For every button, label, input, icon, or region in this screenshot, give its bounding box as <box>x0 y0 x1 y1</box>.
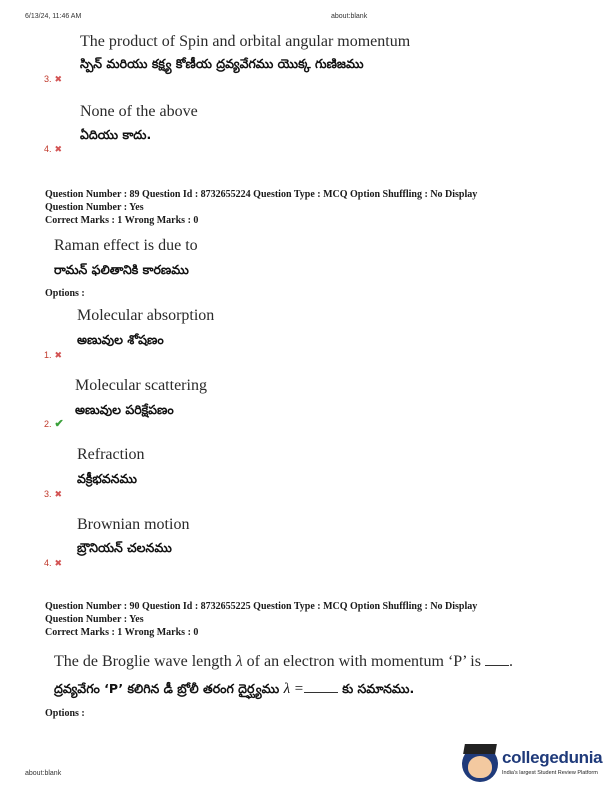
q89-option-2-te: అణువుల పరిక్షేపణం <box>75 402 174 417</box>
logo-wordmark: collegedunia <box>502 748 603 767</box>
q89-option-4-te: బ్రౌనియన్ చలనము <box>77 540 172 555</box>
q89-option-3-marker <box>44 484 62 502</box>
q90-meta-line-3: Correct Marks : 1 Wrong Marks : 0 <box>45 627 199 638</box>
q89-meta-line-2: Question Number : Yes <box>45 202 144 213</box>
q90-question-en-part-2: of an electron with momentum ‘P’ is <box>246 653 481 670</box>
collegedunia-logo <box>462 742 612 786</box>
answer-blank <box>304 680 338 693</box>
wrong-mark-icon: ✖ <box>54 489 63 499</box>
correct-check-icon: ✔ <box>54 418 64 430</box>
q90-question-te <box>54 680 414 700</box>
q89-meta-line-3: Correct Marks : 1 Wrong Marks : 0 <box>45 215 199 226</box>
q89-option-3-te: వక్రీభవనము <box>77 471 138 486</box>
option-number: 4. <box>44 558 52 568</box>
q89-question-te: రామన్ ఫలితానికి కారణము <box>54 262 189 277</box>
q89-question-en: Raman effect is due to <box>54 237 198 254</box>
q90-question-te-part-2: కు సమానము. <box>342 681 415 696</box>
q89-options-label: Options : <box>45 288 85 299</box>
q90-question-en: The de Broglie wave length λ of an electron with momentum ‘P’ is . <box>54 653 513 670</box>
q89-option-4-en: Brownian motion <box>77 516 190 533</box>
q88-option-4-te: ఏదియు కాదు. <box>80 127 152 142</box>
q88-option-4-en: None of the above <box>80 103 198 120</box>
option-number: 2. <box>44 419 52 429</box>
q89-option-2-marker <box>44 414 64 432</box>
logo-tagline: India's largest Student Review Platform <box>502 770 598 776</box>
wrong-mark-icon: ✖ <box>54 350 63 360</box>
lambda-equals: λ = <box>283 681 304 697</box>
q88-option-3-en: The product of Spin and orbital angular momentum <box>80 33 411 50</box>
q88-option-3-te: స్పిన్ మరియు కక్ష్య కోణీయ ద్రవ్యవేగము యొక్క గుణిజము <box>80 56 364 71</box>
q90-question-te-part-1: ద్రవ్యవేగం ‘P’ కలిగిన డీ బ్రోలీ తరంగ దైర్ఘ్యము <box>54 681 280 696</box>
q90-meta-line-1: Question Number : 90 Question Id : 8732655225 Question Type : MCQ Option Shuffling : No Display <box>45 601 478 612</box>
q89-option-1-en: Molecular absorption <box>77 307 215 324</box>
lambda-symbol: λ <box>235 653 243 670</box>
q89-option-3-en: Refraction <box>77 446 145 463</box>
q90-meta-line-2: Question Number : Yes <box>45 614 144 625</box>
print-datetime: 6/13/24, 11:46 AM <box>25 13 82 20</box>
logo-mascot-face <box>468 756 492 778</box>
q90-meta <box>45 600 477 639</box>
logo-mascot-hat <box>463 744 497 754</box>
q89-option-4-marker <box>44 553 62 571</box>
q88-option-3-marker <box>44 69 62 87</box>
q90-question-en-part-1: The de Broglie wave length <box>54 653 232 670</box>
q89-meta <box>45 188 477 227</box>
wrong-mark-icon: ✖ <box>54 558 63 568</box>
option-number: 3. <box>44 489 52 499</box>
q88-option-4-marker <box>44 139 62 157</box>
q89-option-1-te: అణువుల శోషణం <box>77 332 164 347</box>
answer-blank <box>485 653 509 666</box>
q89-option-1-marker <box>44 345 62 363</box>
q89-option-2-en: Molecular scattering <box>75 377 207 394</box>
option-number: 4. <box>44 144 52 154</box>
wrong-mark-icon: ✖ <box>54 74 63 84</box>
wrong-mark-icon: ✖ <box>54 144 63 154</box>
q89-meta-line-1: Question Number : 89 Question Id : 8732655224 Question Type : MCQ Option Shuffling : No Display <box>45 189 478 200</box>
q90-options-label: Options : <box>45 708 85 719</box>
option-number: 1. <box>44 350 52 360</box>
print-page-url: about:blank <box>331 13 368 20</box>
option-number: 3. <box>44 74 52 84</box>
print-footer-url: about:blank <box>25 770 62 777</box>
